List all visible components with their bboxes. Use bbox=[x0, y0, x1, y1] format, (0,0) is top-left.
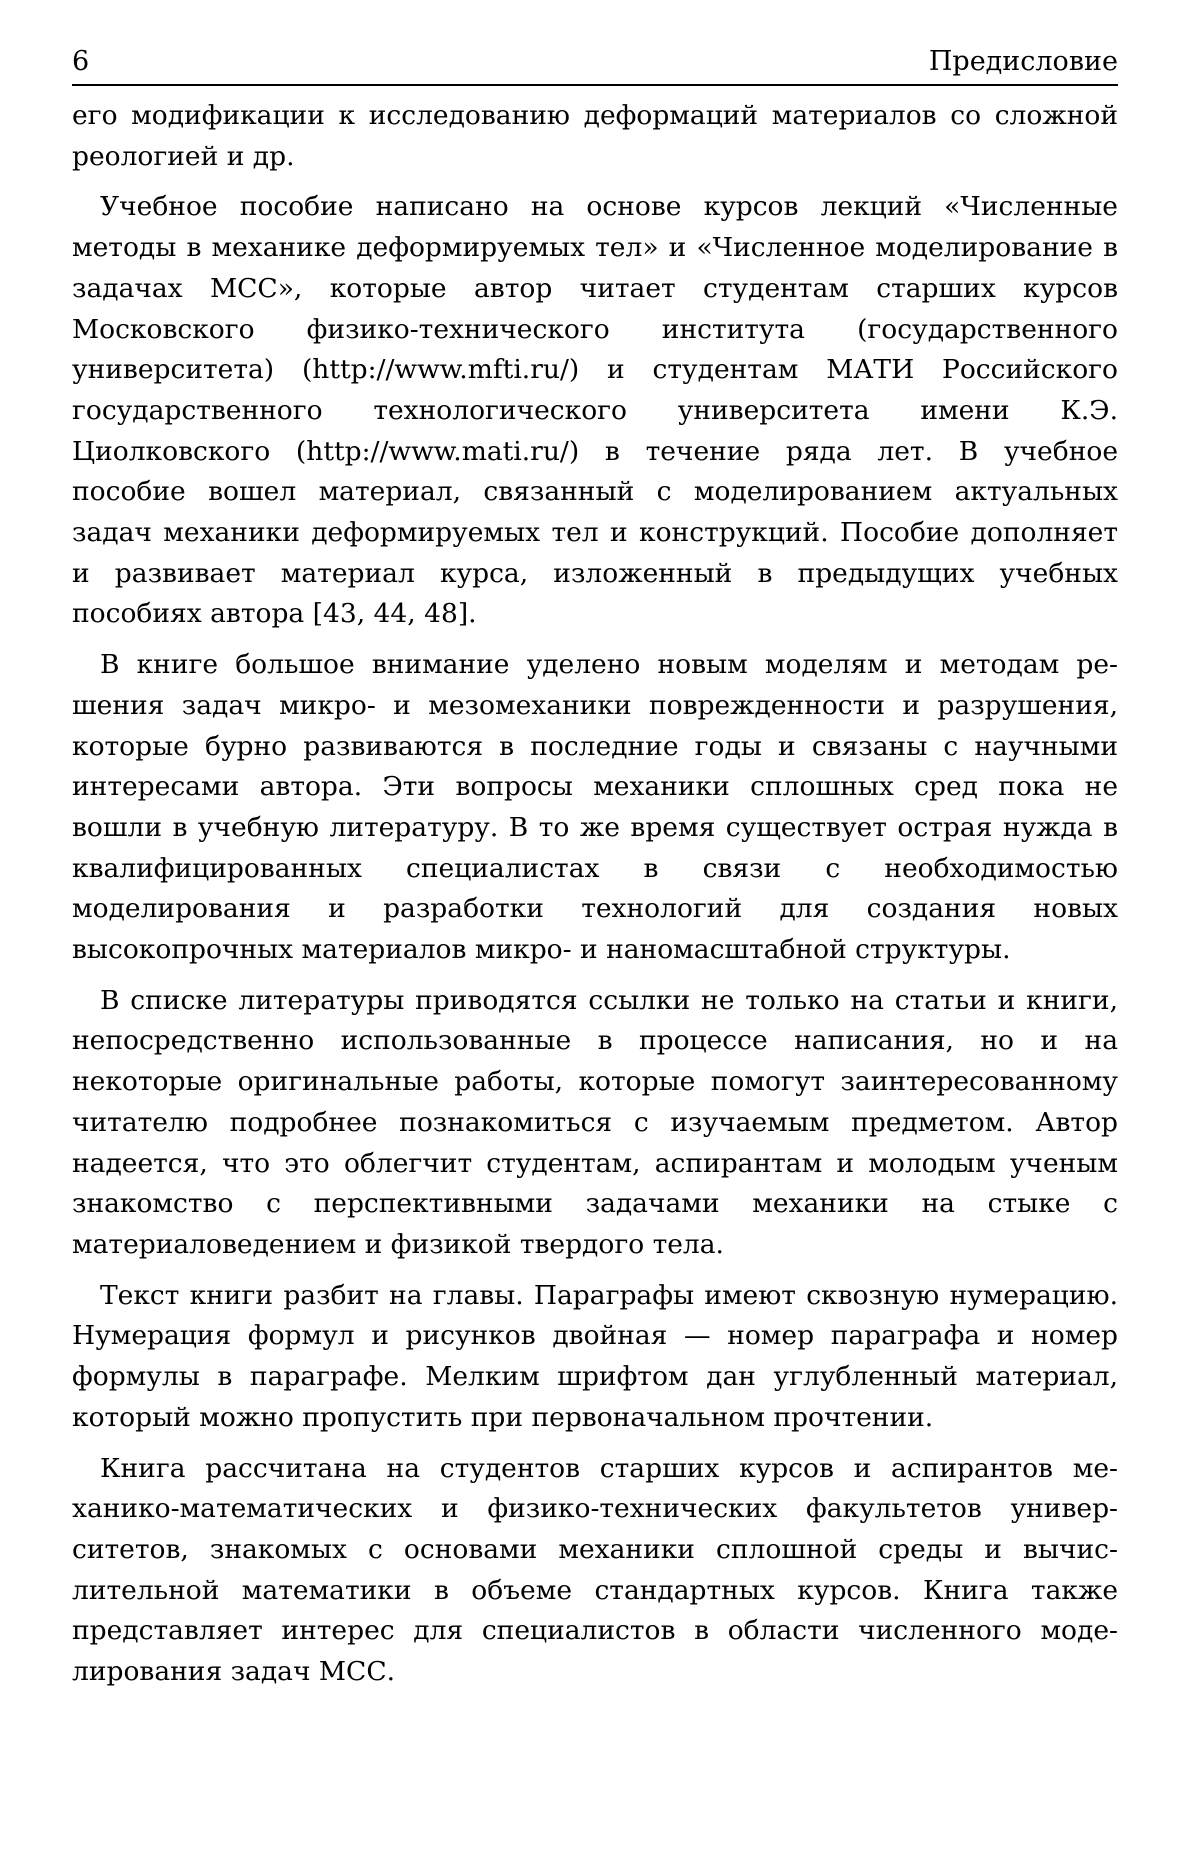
paragraph-course-basis: Учебное пособие написано на основе курсов лекций «Численные методы в механике деформируемых тел» и «Численное моделирование в задачах МСС», которые автор читает студентам старших курсов Московского физико-технического института (государственного университета) (http://www.mfti.ru/) и студентам МАТИ Российского государственного технологического университета имени К.Э. Циолковского (http://www.mati.ru/) в течение ряда лет. В учебное пособие вошел материал, связанный с моделированием актуальных задач механики деформируемых тел и конструкций. Пособие дополняет и развивает материал курса, изложенный в предыдущих учебных пособиях автора [43, 44, 48]. bbox=[72, 191, 1118, 630]
paragraph-new-models: В книге большое внимание уделено новым моделям и методам решения задач микро- и мезомеханики поврежденности и разрушения, которые бурно развиваются в последние годы и связаны с научными интересами автора. Эти вопросы механики сплошных сред пока не вошли в учебную литературу. В то же время существует острая нужда в квалифицированных специалистах в связи с необходимостью моделирования и разработки технологий для создания новых высокопрочных материалов микро- и наномасштабной структуры. bbox=[72, 649, 1118, 966]
book-page bbox=[72, 44, 1118, 1703]
paragraph-audience: Книга рассчитана на студентов старших курсов и аспирантов механико-математических и физико-технических факультетов университетов, знакомых с основами механики сплошной среды и вычислительной математики в объеме стандартных курсов. Книга также представляет интерес для специалистов в области численного моделирования задач МСС. bbox=[72, 1452, 1118, 1688]
body-text bbox=[72, 96, 1118, 1693]
page-number: 6 bbox=[72, 46, 90, 77]
paragraph-continued: его модификации к исследованию деформаций материалов со сложной реологией и др. bbox=[72, 100, 1118, 172]
running-title: Предисловие bbox=[928, 46, 1118, 77]
paragraph-structure: Текст книги разбит на главы. Параграфы имеют сквозную нумерацию. Нумерация формул и рисунков двойная — номер параграфа и номер формулы в параграфе. Мелким шрифтом дан углубленный материал, который можно пропустить при первоначальном прочтении. bbox=[72, 1279, 1118, 1433]
paragraph-references: В списке литературы приводятся ссылки не только на статьи и книги, непосредственно использованные в процессе написания, но и на некоторые оригинальные работы, которые помогут заинтересованному читателю подробнее познакомиться с изучаемым предметом. Автор надеется, что это облегчит студентам, аспирантам и молодым ученым знакомство с перспективными задачами механики на стыке с материаловедением и физикой твердого тела. bbox=[72, 984, 1118, 1260]
running-header bbox=[72, 44, 1118, 86]
